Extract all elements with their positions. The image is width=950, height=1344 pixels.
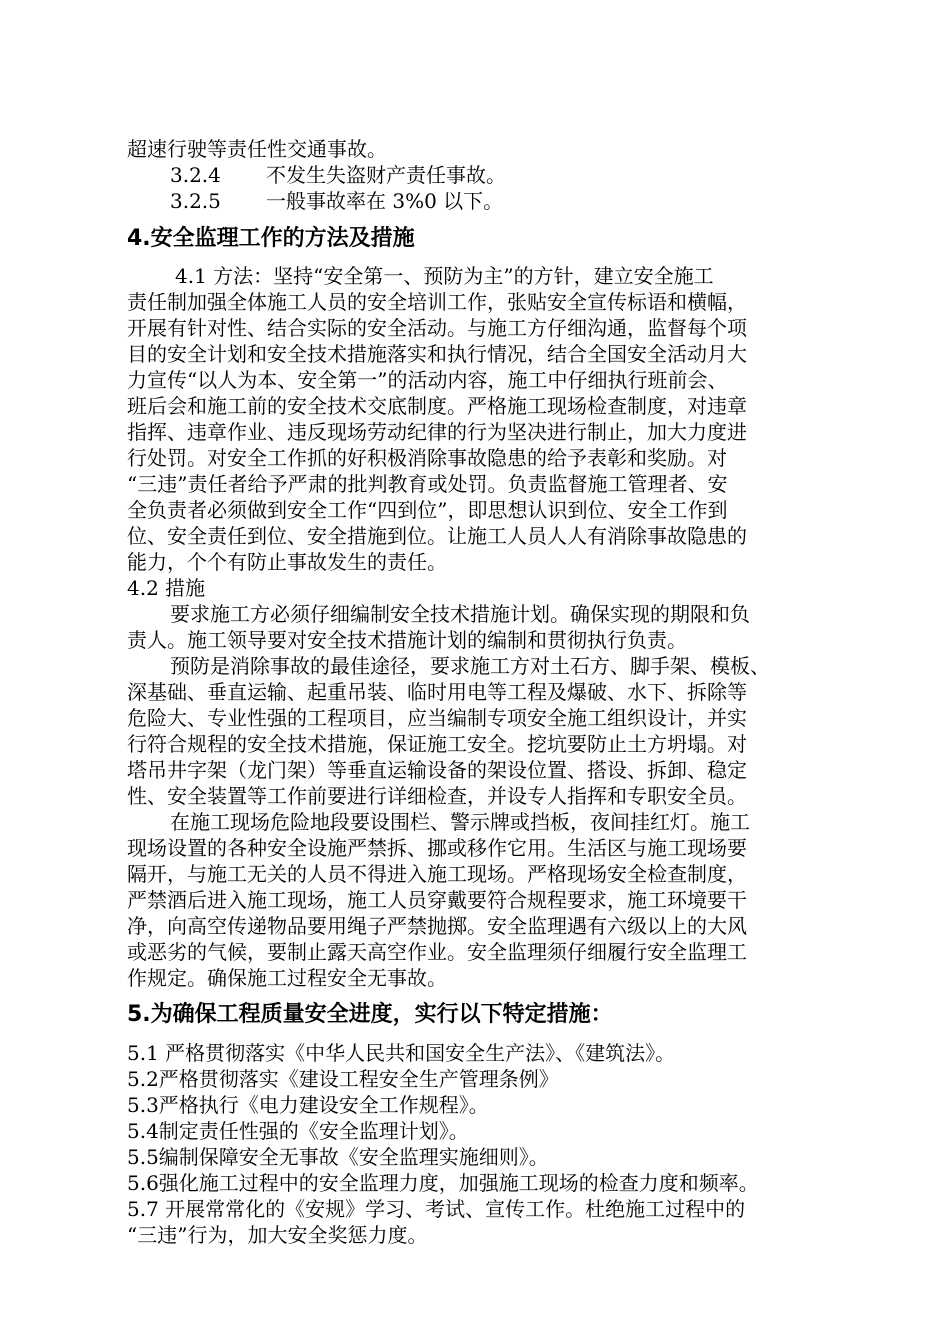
list-item: 5.5编制保障安全无事故《安全监理实施细则》。: [127, 1145, 549, 1169]
paragraph-line: 位、安全责任到位、安全措施到位。让施工人员人人有消除事故隐患的: [127, 524, 747, 548]
list-item: 5.1 严格贯彻落实《中华人民共和国安全生产法》、《建筑法》。: [127, 1041, 676, 1065]
paragraph-line: 性、安全装置等工作前要进行详细检查，并设专人指挥和专职安全员。: [127, 784, 747, 808]
list-item: 5.7 开展常常化的《安规》学习、考试、宣传工作。杜绝施工过程中的: [127, 1197, 746, 1221]
paragraph-line: “三违”责任者给予严肃的批判教育或处罚。负责监督施工管理者、安: [127, 472, 728, 496]
paragraph-line: 全负责者必须做到安全工作“四到位”，即思想认识到位、安全工作到: [127, 498, 728, 522]
section-heading: 4.安全监理工作的方法及措施: [127, 226, 415, 251]
paragraph-line: 行符合规程的安全技术措施，保证施工安全。挖坑要防止土方坍塌。对: [127, 732, 747, 756]
item-number: 3.2.4: [170, 163, 221, 187]
paragraph-line: 责任制加强全体施工人员的安全培训工作，张贴安全宣传标语和横幅，: [127, 290, 747, 314]
paragraph-line: 深基础、垂直运输、起重吊装、临时用电等工程及爆破、水下、拆除等: [127, 680, 747, 704]
paragraph-line: 塔吊井字架（龙门架）等垂直运输设备的架设位置、搭设、拆卸、稳定: [127, 758, 747, 782]
list-item: “三违”行为，加大安全奖惩力度。: [127, 1223, 428, 1247]
subsection-title: 4.2 措施: [127, 576, 206, 600]
paragraph-line: 要求施工方必须仔细编制安全技术措施计划。确保实现的期限和负: [170, 602, 750, 626]
paragraph-line: 在施工现场危险地段要设围栏、警示牌或挡板，夜间挂红灯。施工: [170, 810, 750, 834]
paragraph-line: 力宣传“以人为本、安全第一”的活动内容，施工中仔细执行班前会、: [127, 368, 728, 392]
paragraph-line: 目的安全计划和安全技术措施落实和执行情况，结合全国安全活动月大: [127, 342, 747, 366]
list-item: 5.6强化施工过程中的安全监理力度，加强施工现场的检查力度和频率。: [127, 1171, 759, 1195]
paragraph-line: 能力，个个有防止事故发生的责任。: [127, 550, 447, 574]
paragraph-line: 4.1 方法：坚持“安全第一、预防为主”的方针，建立安全施工: [175, 264, 714, 288]
section-heading: 5.为确保工程质量安全进度，实行以下特定措施：: [127, 1002, 613, 1027]
paragraph-line: 超速行驶等责任性交通事故。: [127, 137, 387, 161]
list-item: 5.2严格贯彻落实《建设工程安全生产管理条例》: [127, 1067, 559, 1091]
item-text: 不发生失盗财产责任事故。: [266, 163, 506, 187]
list-item: [170, 188, 503, 214]
list-item: 5.3严格执行《电力建设安全工作规程》。: [127, 1093, 489, 1117]
paragraph-line: 班后会和施工前的安全技术交底制度。严格施工现场检查制度，对违章: [127, 394, 747, 418]
paragraph-line: 开展有针对性、结合实际的安全活动。与施工方仔细沟通，监督每个项: [127, 316, 747, 340]
paragraph-line: 或恶劣的气候，要制止露天高空作业。安全监理须仔细履行安全监理工: [127, 940, 747, 964]
paragraph-line: 作规定。确保施工过程安全无事故。: [127, 966, 447, 990]
item-number: 3.2.5: [170, 189, 221, 213]
item-text: 一般事故率在 3%0 以下。: [266, 189, 504, 213]
paragraph-line: 现场设置的各种安全设施严禁拆、挪或移作它用。生活区与施工现场要: [127, 836, 747, 860]
list-item: 5.4制定责任性强的《安全监理计划》。: [127, 1119, 469, 1143]
paragraph-line: 危险大、专业性强的工程项目，应当编制专项安全施工组织设计，并实: [127, 706, 747, 730]
paragraph-line: 责人。施工领导要对安全技术措施计划的编制和贯彻执行负责。: [127, 628, 687, 652]
list-item: [170, 162, 506, 188]
paragraph-line: 隔开，与施工无关的人员不得进入施工现场。严格现场安全检查制度，: [127, 862, 747, 886]
paragraph-line: 行处罚。对安全工作抓的好积极消除事故隐患的给予表彰和奖励。对: [127, 446, 727, 470]
paragraph-line: 净，向高空传递物品要用绳子严禁抛掷。安全监理遇有六级以上的大风: [127, 914, 747, 938]
paragraph-line: 预防是消除事故的最佳途径，要求施工方对土石方、脚手架、模板、: [170, 654, 770, 678]
paragraph-line: 指挥、违章作业、违反现场劳动纪律的行为坚决进行制止，加大力度进: [127, 420, 747, 444]
paragraph-line: 严禁酒后进入施工现场，施工人员穿戴要符合规程要求，施工环境要干: [127, 888, 747, 912]
